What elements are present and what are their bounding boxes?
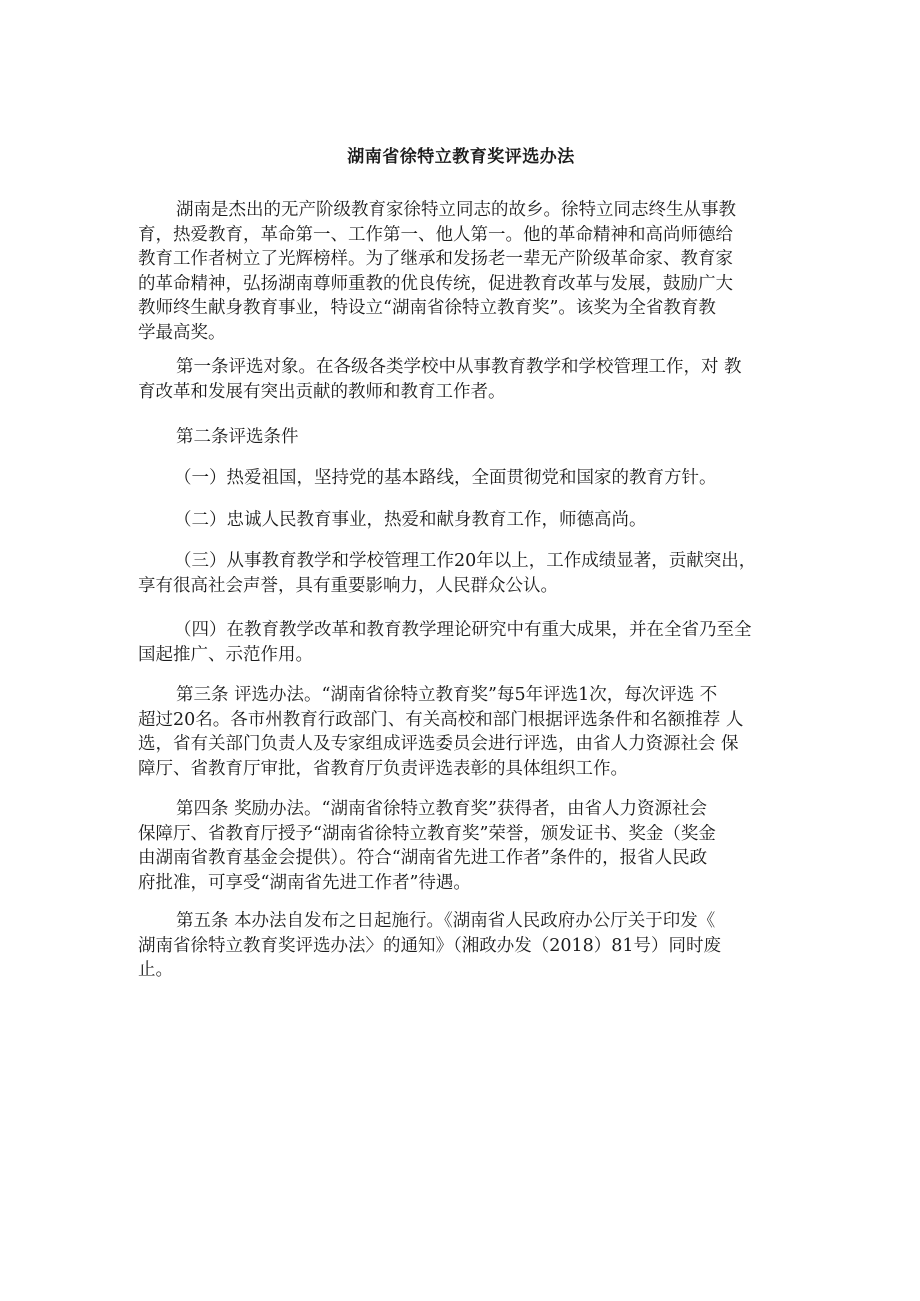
condition-2-text: （二）忠诚人民教育事业，热爱和献身教育工作，师德高尚。: [174, 510, 647, 530]
article-4: [138, 797, 784, 895]
article-5-line: 第五条 本办法自发布之日起施行。《湖南省人民政府办公厅关于印发《: [176, 911, 716, 931]
intro-line: 湖南是杰出的无产阶级教育家徐特立同志的故乡。徐特立同志终生从事教: [176, 200, 736, 220]
condition-3-line: （三）从事教育教学和学校管理工作20年以上，工作成绩显著，贡献突出，: [174, 551, 757, 571]
article-4-line: 第四条 奖励办法。“湖南省徐特立教育奖”获得者，由省人力资源社会: [176, 799, 707, 819]
article-5-line: 止。: [138, 960, 173, 980]
article-4-line: 府批准，可享受“湖南省先进工作者”待遇。: [138, 872, 471, 893]
article-3-line: 第三条 评选办法。“湖南省徐特立教育奖”每5年评选1次，每次评选 不: [176, 685, 718, 705]
document-title: 湖南省徐特立教育奖评选办法: [347, 147, 575, 167]
article-3-line: 选，省有关部门负责人及专家组成评选委员会进行评选，由省人力资源社会 保: [138, 734, 739, 754]
article-1-line: 第一条评选对象。在各级各类学校中从事教育教学和学校管理工作，对 教: [176, 357, 742, 377]
condition-1: [138, 466, 784, 491]
intro-line: 学最高奖。: [138, 322, 226, 343]
article-1-line: 育改革和发展有突出贡献的教师和教育工作者。: [138, 381, 506, 402]
article-4-line: 由湖南省教育基金会提供）。符合“湖南省先进工作者”条件的，报省人民政: [138, 848, 708, 868]
article-1: [138, 355, 784, 404]
article-3-line: 障厅、省教育厅审批，省教育厅负责评选表彰的具体组织工作。: [138, 758, 628, 779]
condition-2: [138, 508, 784, 533]
condition-3: [138, 549, 784, 598]
intro-paragraph: [138, 198, 784, 345]
article-5: [138, 909, 784, 983]
condition-4-line: （四）在教育教学改革和教育教学理论研究中有重大成果，并在全省乃至全: [174, 620, 752, 640]
article-3-line: 超过20名。各市州教育行政部门、有关高校和部门根据评选条件和名额推荐 人: [138, 709, 744, 730]
condition-4-line: 国起推广、示范作用。: [138, 644, 313, 665]
intro-line: 的革命精神，弘扬湖南尊师重教的优良传统，促进教育改革与发展，鼓励广大: [138, 273, 733, 294]
condition-4: [138, 618, 784, 667]
article-2-heading-text: 第二条评选条件: [176, 427, 299, 447]
article-2-heading: [138, 425, 784, 450]
intro-line: 教育工作者树立了光辉榜样。为了继承和发扬老一辈无产阶级革命家、教育家: [138, 249, 733, 269]
intro-line: 教师终生献身教育事业，特设立“湖南省徐特立教育奖”。该奖为全省教育教: [138, 298, 716, 318]
article-4-line: 保障厅、省教育厅授予“湖南省徐特立教育奖”荣誉，颁发证书、奖金（奖金: [138, 823, 716, 844]
condition-3-line: 享有很高社会声誉，具有重要影响力，人民群众公认。: [138, 575, 558, 596]
intro-line: 育，热爱教育，革命第一、工作第一、他人第一。他的革命精神和高尚师德给: [138, 224, 733, 245]
article-3: [138, 683, 784, 781]
article-5-line: 湖南省徐特立教育奖评选办法〉的通知》（湘政办发（2018）81号）同时废: [138, 935, 722, 956]
condition-1-text: （一）热爱祖国，坚持党的基本路线，全面贯彻党和国家的教育方针。: [174, 468, 717, 488]
